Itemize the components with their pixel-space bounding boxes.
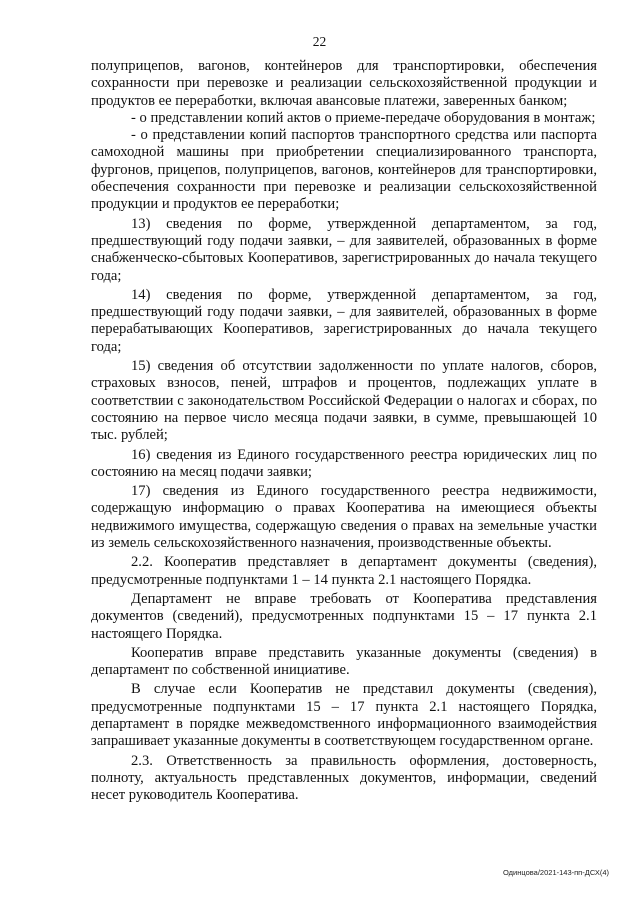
page-number: 22 xyxy=(312,34,327,49)
document-code: Одинцова/2021-143-пп-ДСХ(4) xyxy=(503,868,609,877)
paragraph-section-2-2: 2.2. Кооператив представляет в департамент документы (сведения), предусмотренные подпунктами 1 – 14 пункта 2.1 настоящего Порядка. xyxy=(91,554,597,588)
paragraph-acts-copies: - о представлении копий актов о приеме-передаче оборудования в монтаж; xyxy=(131,109,596,126)
paragraph-item-16: 16) сведения из Единого государственного реестра юридических лиц по состоянию на месяц подачи заявки; xyxy=(91,446,597,480)
document-body xyxy=(91,58,597,804)
paragraph-interagency-request: В случае если Кооператив не представил документы (сведения), предусмотренные подпунктами 15 – 17 пункта 2.1 настоящего Порядка, департамент в порядке межведомственного информационного взаимодействия запрашивает указанные документы в соответствующем государственном органе. xyxy=(91,681,597,750)
paragraph-department-restriction: Департамент не вправе требовать от Кооператива представления документов (сведений), предусмотренных подпунктами 15 – 17 пункта 2.1 настоящего Порядка. xyxy=(91,590,597,642)
paragraph-passport-copies: - о представлении копий паспортов транспортного средства или паспорта самоходной машины при приобретении специализированного транспорта, фургонов, прицепов, полуприцепов, вагонов, контейнеров для транспортировки, обеспечения сохранности при перевозке и реализации сельскохозяйственной продукции и продуктов ее переработки; xyxy=(91,127,597,213)
paragraph-own-initiative: Кооператив вправе представить указанные документы (сведения) в департамент по собственной инициативе. xyxy=(91,644,597,679)
paragraph-item-17: 17) сведения из Единого государственного реестра недвижимости, содержащую информацию о правах Кооператива на имеющиеся объекты недвижимого имущества, содержащую сведения о правах на земельные участки из земель сельскохозяйственного назначения, производственные объекты. xyxy=(91,483,597,552)
paragraph-section-2-3: 2.3. Ответственность за правильность оформления, достоверность, полноту, актуальность представленных документов, информации, сведений несет руководитель Кооператива. xyxy=(91,752,597,804)
paragraph-item-13: 13) сведения по форме, утвержденной департаментом, за год, предшествующий году подачи заявки, – для заявителей, образованных в форме снабженческо-сбытовых Кооперативов, зарегистрированных до начала текущего года; xyxy=(91,215,597,284)
paragraph-item-14: 14) сведения по форме, утвержденной департаментом, за год, предшествующий году подачи заявки, – для заявителей, образованных в форме перерабатывающих Кооперативов, зарегистрированных до начала текущего года; xyxy=(91,286,597,355)
paragraph-item-15: 15) сведения об отсутствии задолженности по уплате налогов, сборов, страховых взносов, пеней, штрафов и процентов, подлежащих уплате в соответствии с законодательством Российской Федерации о налогах и сборах, по состоянию на первое число месяца подачи заявки, в сумме, превышающей 10 тыс. рублей; xyxy=(91,358,597,444)
paragraph-continuation: полуприцепов, вагонов, контейнеров для транспортировки, обеспечения сохранности при перевозке и реализации сельскохозяйственной продукции и продуктов ее переработки, включая авансовые платежи, заверенных банком; xyxy=(91,58,597,109)
